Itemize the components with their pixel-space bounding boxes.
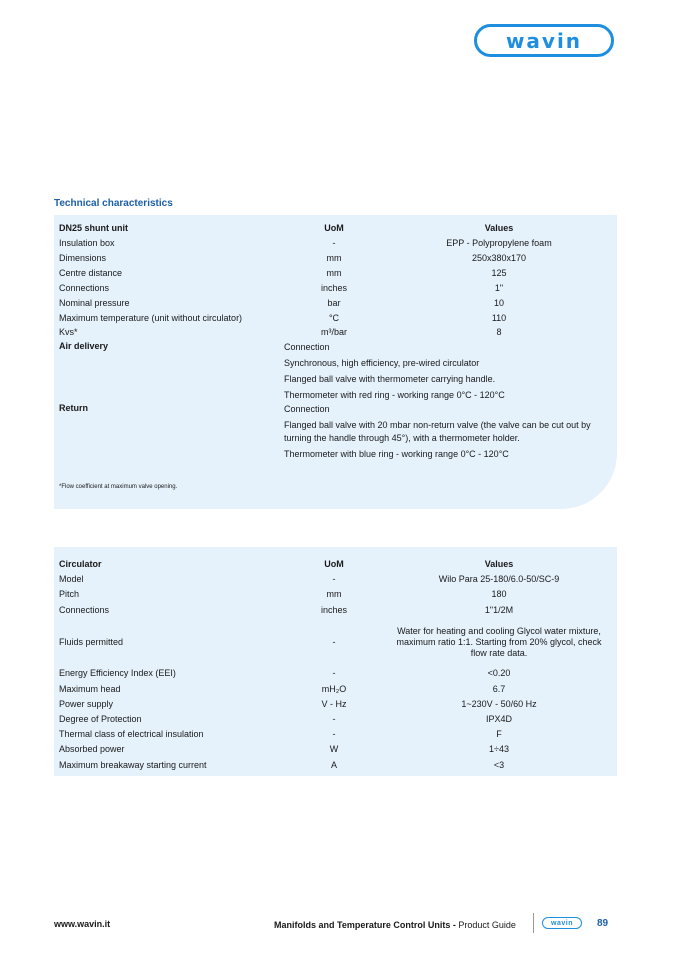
row-value: Wilo Para 25-180/6.0-50/SC-9 <box>438 574 560 584</box>
row-label: Model <box>59 574 84 584</box>
description-line: Synchronous, high efficiency, pre-wired circulator <box>284 358 480 368</box>
row-label: Power supply <box>59 699 114 709</box>
row-uom: - <box>332 668 336 678</box>
circulator-table <box>54 547 617 776</box>
wavin-logo: wavin <box>474 24 614 57</box>
row-label: Fluids permitted <box>59 637 124 647</box>
row-label: Thermal class of electrical insulation <box>59 729 204 739</box>
row-value: IPX4D <box>485 714 512 724</box>
row-value: 250x380x170 <box>471 253 527 263</box>
header-name: DN25 shunt unit <box>59 223 128 233</box>
row-value: 125 <box>491 268 507 278</box>
row-uom: mH₂O <box>321 684 347 694</box>
row-label: Dimensions <box>59 253 107 263</box>
description-line: Flanged ball valve with 20 mbar non-return valve (the valve can be cut out by turning the handle through 45°), with a thermometer holder. <box>284 420 591 443</box>
row-label: Insulation box <box>59 238 115 248</box>
row-label: Centre distance <box>59 268 123 278</box>
row-uom: mm <box>326 589 342 599</box>
return-description <box>284 403 604 464</box>
air-delivery-description <box>284 341 604 405</box>
description-line: Connection <box>284 404 330 414</box>
row-value: <0.20 <box>487 668 511 678</box>
row-uom: W <box>329 744 339 754</box>
fluids-value: Water for heating and cooling Glycol water mixture, maximum ratio 1:1. Starting from 20% glycol, check flow rate data. <box>396 626 602 658</box>
page-number: 89 <box>597 918 609 929</box>
row-value: <3 <box>493 760 505 770</box>
row-value: EPP - Polypropylene foam <box>446 238 552 248</box>
header-name: Circulator <box>59 559 102 569</box>
row-uom: V - Hz <box>321 699 347 709</box>
footer-wavin-logo: wavin <box>542 917 582 929</box>
footnote: *Flow coefficient at maximum valve opening. <box>59 484 178 490</box>
header-uom: UoM <box>324 223 344 233</box>
row-value: 1÷43 <box>489 744 509 754</box>
description-line: Thermometer with red ring - working range 0°C - 120°C <box>284 390 505 400</box>
row-value: 180 <box>491 589 507 599</box>
row-label: Maximum head <box>59 684 121 694</box>
footer-divider <box>533 913 534 933</box>
row-uom: mm <box>326 253 342 263</box>
footer-title-bold: Manifolds and Temperature Control Units - <box>274 920 459 930</box>
row-uom: inches <box>320 283 347 293</box>
row-uom: - <box>332 238 336 248</box>
row-uom: inches <box>320 605 347 615</box>
row-label: Maximum temperature (unit without circulator) <box>59 313 243 323</box>
header-values: Values <box>484 223 514 233</box>
row-uom: mm <box>326 268 342 278</box>
section-title: Technical characteristics <box>54 198 173 209</box>
row-label: Degree of Protection <box>59 714 142 724</box>
description-line: Flanged ball valve with thermometer carrying handle. <box>284 374 496 384</box>
row-value: 110 <box>491 313 507 323</box>
row-label: Kvs* <box>59 327 78 337</box>
row-uom: m³/bar <box>320 327 347 337</box>
row-value: F <box>496 729 502 739</box>
description-line: Thermometer with blue ring - working range 0°C - 120°C <box>284 449 509 459</box>
row-label: Connections <box>59 605 110 615</box>
row-label: Pitch <box>59 589 80 599</box>
header-uom: UoM <box>324 559 344 569</box>
footer-url[interactable]: www.wavin.it <box>54 919 111 929</box>
shunt-unit-table <box>54 215 617 509</box>
row-value: 8 <box>496 327 502 337</box>
row-value: 1~230V - 50/60 Hz <box>461 699 537 709</box>
row-uom: - <box>332 574 336 584</box>
row-value: 6.7 <box>492 684 506 694</box>
row-value: 1"1/2M <box>484 605 514 615</box>
row-uom: A <box>330 760 337 770</box>
row-value: 10 <box>493 298 504 308</box>
row-value: 1" <box>494 283 504 293</box>
return-label: Return <box>59 403 88 413</box>
footer-title <box>274 920 516 930</box>
row-label: Connections <box>59 283 110 293</box>
row-uom: bar <box>327 298 341 308</box>
row-label: Absorbed power <box>59 744 125 754</box>
footer-title-rest: Product Guide <box>458 920 516 930</box>
description-line: Connection <box>284 342 330 352</box>
row-label: Energy Efficiency Index (EEI) <box>59 668 176 678</box>
air-delivery-label: Air delivery <box>59 341 109 351</box>
header-values: Values <box>484 559 514 569</box>
row-uom: - <box>332 714 336 724</box>
row-uom: °C <box>328 313 340 323</box>
row-label: Nominal pressure <box>59 298 130 308</box>
row-uom: - <box>332 729 336 739</box>
row-uom: - <box>332 637 336 647</box>
row-label: Maximum breakaway starting current <box>59 760 207 770</box>
